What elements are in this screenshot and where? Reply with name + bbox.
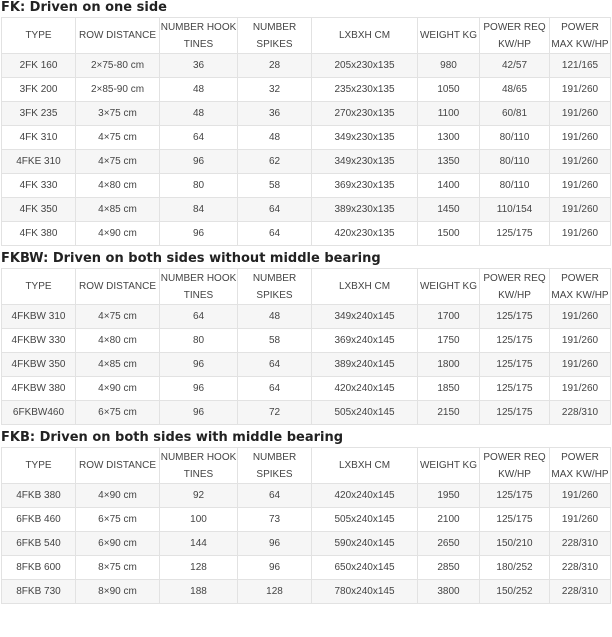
table-row	[2, 377, 611, 401]
cell-power-max: 121/165	[550, 54, 611, 78]
cell-power-req: 42/57	[480, 54, 550, 78]
section-title: FKB: Driven on both sides with middle bearing	[1, 430, 344, 445]
column-header-row-distance: ROW DISTANCE	[76, 269, 160, 305]
cell-power-req: 150/252	[480, 580, 550, 604]
table-header-row	[2, 269, 611, 305]
cell-row-distance: 8×90 cm	[76, 580, 160, 604]
column-header-power-max: POWER MAX KW/HP	[550, 18, 611, 54]
cell-power-max: 191/260	[550, 377, 611, 401]
table-row	[2, 484, 611, 508]
cell-row-distance: 4×90 cm	[76, 222, 160, 246]
cell-dimensions: 420x240x145	[312, 484, 418, 508]
cell-hook-tines: 48	[160, 102, 238, 126]
cell-power-max: 191/260	[550, 484, 611, 508]
cell-weight: 1100	[418, 102, 480, 126]
cell-spikes: 64	[238, 353, 312, 377]
cell-spikes: 32	[238, 78, 312, 102]
cell-power-max: 191/260	[550, 174, 611, 198]
cell-power-max: 191/260	[550, 508, 611, 532]
cell-type: 6FKB 460	[2, 508, 76, 532]
cell-row-distance: 4×75 cm	[76, 150, 160, 174]
cell-dimensions: 349x230x135	[312, 126, 418, 150]
cell-type: 4FKE 310	[2, 150, 76, 174]
table-row	[2, 532, 611, 556]
cell-spikes: 64	[238, 222, 312, 246]
cell-dimensions: 349x240x145	[312, 305, 418, 329]
table-row	[2, 556, 611, 580]
table-row	[2, 126, 611, 150]
column-header-dimensions: LXBXH CM	[312, 18, 418, 54]
cell-dimensions: 349x230x135	[312, 150, 418, 174]
cell-weight: 3800	[418, 580, 480, 604]
cell-power-req: 110/154	[480, 198, 550, 222]
cell-spikes: 48	[238, 305, 312, 329]
cell-dimensions: 780x240x145	[312, 580, 418, 604]
section-title: FKBW: Driven on both sides without middle bearing	[1, 251, 381, 266]
cell-dimensions: 650x240x145	[312, 556, 418, 580]
cell-spikes: 72	[238, 401, 312, 425]
cell-weight: 1350	[418, 150, 480, 174]
column-header-type: TYPE	[2, 269, 76, 305]
table-row	[2, 198, 611, 222]
cell-row-distance: 8×75 cm	[76, 556, 160, 580]
cell-spikes: 48	[238, 126, 312, 150]
cell-row-distance: 4×75 cm	[76, 305, 160, 329]
cell-hook-tines: 96	[160, 377, 238, 401]
cell-spikes: 58	[238, 329, 312, 353]
cell-power-req: 125/175	[480, 508, 550, 532]
column-header-row-distance: ROW DISTANCE	[76, 18, 160, 54]
table-row	[2, 508, 611, 532]
cell-type: 4FK 380	[2, 222, 76, 246]
cell-spikes: 64	[238, 377, 312, 401]
spec-section	[0, 430, 612, 604]
cell-power-req: 180/252	[480, 556, 550, 580]
spec-table	[1, 268, 611, 425]
cell-spikes: 28	[238, 54, 312, 78]
cell-power-req: 80/110	[480, 126, 550, 150]
cell-weight: 1850	[418, 377, 480, 401]
table-row	[2, 102, 611, 126]
cell-type: 8FKB 600	[2, 556, 76, 580]
cell-hook-tines: 36	[160, 54, 238, 78]
column-header-spikes: NUMBER SPIKES	[238, 448, 312, 484]
cell-weight: 1050	[418, 78, 480, 102]
cell-power-req: 80/110	[480, 150, 550, 174]
column-header-hook-tines: NUMBER HOOK TINES	[160, 269, 238, 305]
cell-weight: 1300	[418, 126, 480, 150]
cell-weight: 1400	[418, 174, 480, 198]
cell-type: 2FK 160	[2, 54, 76, 78]
spec-section	[0, 0, 612, 246]
table-header-row	[2, 448, 611, 484]
cell-hook-tines: 92	[160, 484, 238, 508]
table-row	[2, 78, 611, 102]
cell-power-max: 228/310	[550, 556, 611, 580]
cell-power-max: 228/310	[550, 532, 611, 556]
table-row	[2, 353, 611, 377]
cell-hook-tines: 80	[160, 174, 238, 198]
cell-hook-tines: 128	[160, 556, 238, 580]
column-header-weight: WEIGHT KG	[418, 448, 480, 484]
cell-type: 4FKBW 350	[2, 353, 76, 377]
cell-power-req: 125/175	[480, 329, 550, 353]
cell-hook-tines: 96	[160, 353, 238, 377]
cell-type: 4FK 350	[2, 198, 76, 222]
cell-power-max: 191/260	[550, 198, 611, 222]
cell-weight: 1450	[418, 198, 480, 222]
table-header-row	[2, 18, 611, 54]
table-row	[2, 329, 611, 353]
table-row	[2, 580, 611, 604]
cell-power-req: 80/110	[480, 174, 550, 198]
column-header-power-req: POWER REQ KW/HP	[480, 269, 550, 305]
column-header-type: TYPE	[2, 18, 76, 54]
cell-weight: 2150	[418, 401, 480, 425]
cell-dimensions: 270x230x135	[312, 102, 418, 126]
table-row	[2, 222, 611, 246]
cell-row-distance: 4×85 cm	[76, 198, 160, 222]
table-row	[2, 401, 611, 425]
column-header-power-req: POWER REQ KW/HP	[480, 448, 550, 484]
table-row	[2, 54, 611, 78]
cell-hook-tines: 80	[160, 329, 238, 353]
cell-power-max: 191/260	[550, 126, 611, 150]
column-header-weight: WEIGHT KG	[418, 18, 480, 54]
cell-power-req: 125/175	[480, 484, 550, 508]
cell-power-max: 191/260	[550, 305, 611, 329]
cell-row-distance: 4×90 cm	[76, 377, 160, 401]
cell-dimensions: 369x230x135	[312, 174, 418, 198]
cell-hook-tines: 96	[160, 150, 238, 174]
cell-spikes: 96	[238, 532, 312, 556]
cell-weight: 2100	[418, 508, 480, 532]
cell-power-req: 125/175	[480, 222, 550, 246]
cell-weight: 1750	[418, 329, 480, 353]
column-header-spikes: NUMBER SPIKES	[238, 269, 312, 305]
column-header-power-max: POWER MAX KW/HP	[550, 269, 611, 305]
cell-dimensions: 205x230x135	[312, 54, 418, 78]
cell-spikes: 64	[238, 484, 312, 508]
cell-power-req: 125/175	[480, 401, 550, 425]
cell-hook-tines: 96	[160, 222, 238, 246]
cell-dimensions: 420x230x135	[312, 222, 418, 246]
cell-hook-tines: 96	[160, 401, 238, 425]
column-header-spikes: NUMBER SPIKES	[238, 18, 312, 54]
cell-weight: 980	[418, 54, 480, 78]
spec-table	[1, 17, 611, 246]
cell-row-distance: 2×75-80 cm	[76, 54, 160, 78]
cell-power-req: 125/175	[480, 305, 550, 329]
cell-dimensions: 389x240x145	[312, 353, 418, 377]
cell-hook-tines: 84	[160, 198, 238, 222]
section-title: FK: Driven on one side	[1, 0, 167, 15]
cell-spikes: 96	[238, 556, 312, 580]
cell-power-req: 150/210	[480, 532, 550, 556]
cell-power-max: 191/260	[550, 329, 611, 353]
column-header-power-max: POWER MAX KW/HP	[550, 448, 611, 484]
cell-dimensions: 505x240x145	[312, 508, 418, 532]
cell-row-distance: 3×75 cm	[76, 102, 160, 126]
cell-spikes: 36	[238, 102, 312, 126]
cell-weight: 1700	[418, 305, 480, 329]
cell-weight: 1500	[418, 222, 480, 246]
cell-spikes: 62	[238, 150, 312, 174]
cell-power-req: 125/175	[480, 353, 550, 377]
cell-dimensions: 389x230x135	[312, 198, 418, 222]
cell-row-distance: 6×90 cm	[76, 532, 160, 556]
cell-type: 4FKBW 330	[2, 329, 76, 353]
table-row	[2, 150, 611, 174]
cell-power-req: 125/175	[480, 377, 550, 401]
cell-type: 4FKBW 310	[2, 305, 76, 329]
cell-hook-tines: 64	[160, 126, 238, 150]
cell-spikes: 73	[238, 508, 312, 532]
cell-spikes: 58	[238, 174, 312, 198]
cell-dimensions: 420x240x145	[312, 377, 418, 401]
cell-type: 4FKB 380	[2, 484, 76, 508]
cell-row-distance: 4×75 cm	[76, 126, 160, 150]
cell-power-max: 191/260	[550, 353, 611, 377]
cell-weight: 2650	[418, 532, 480, 556]
column-header-hook-tines: NUMBER HOOK TINES	[160, 18, 238, 54]
spec-table	[1, 447, 611, 604]
cell-weight: 2850	[418, 556, 480, 580]
cell-dimensions: 235x230x135	[312, 78, 418, 102]
table-row	[2, 305, 611, 329]
cell-row-distance: 6×75 cm	[76, 401, 160, 425]
cell-power-max: 191/260	[550, 102, 611, 126]
cell-type: 6FKBW460	[2, 401, 76, 425]
cell-power-max: 228/310	[550, 401, 611, 425]
cell-spikes: 128	[238, 580, 312, 604]
cell-power-max: 191/260	[550, 222, 611, 246]
cell-weight: 1800	[418, 353, 480, 377]
column-header-dimensions: LXBXH CM	[312, 269, 418, 305]
cell-type: 3FK 200	[2, 78, 76, 102]
cell-row-distance: 6×75 cm	[76, 508, 160, 532]
cell-row-distance: 4×85 cm	[76, 353, 160, 377]
cell-power-req: 60/81	[480, 102, 550, 126]
cell-power-max: 191/260	[550, 78, 611, 102]
table-row	[2, 174, 611, 198]
cell-weight: 1950	[418, 484, 480, 508]
cell-hook-tines: 64	[160, 305, 238, 329]
spec-section	[0, 251, 612, 425]
column-header-power-req: POWER REQ KW/HP	[480, 18, 550, 54]
cell-dimensions: 369x240x145	[312, 329, 418, 353]
cell-spikes: 64	[238, 198, 312, 222]
cell-type: 3FK 235	[2, 102, 76, 126]
cell-type: 4FKBW 380	[2, 377, 76, 401]
cell-hook-tines: 100	[160, 508, 238, 532]
cell-dimensions: 505x240x145	[312, 401, 418, 425]
cell-row-distance: 2×85-90 cm	[76, 78, 160, 102]
cell-power-max: 228/310	[550, 580, 611, 604]
column-header-type: TYPE	[2, 448, 76, 484]
cell-type: 4FK 330	[2, 174, 76, 198]
cell-row-distance: 4×90 cm	[76, 484, 160, 508]
cell-hook-tines: 144	[160, 532, 238, 556]
cell-hook-tines: 188	[160, 580, 238, 604]
cell-dimensions: 590x240x145	[312, 532, 418, 556]
cell-row-distance: 4×80 cm	[76, 174, 160, 198]
column-header-dimensions: LXBXH CM	[312, 448, 418, 484]
cell-hook-tines: 48	[160, 78, 238, 102]
column-header-row-distance: ROW DISTANCE	[76, 448, 160, 484]
cell-type: 6FKB 540	[2, 532, 76, 556]
cell-row-distance: 4×80 cm	[76, 329, 160, 353]
cell-power-req: 48/65	[480, 78, 550, 102]
cell-type: 4FK 310	[2, 126, 76, 150]
column-header-hook-tines: NUMBER HOOK TINES	[160, 448, 238, 484]
cell-power-max: 191/260	[550, 150, 611, 174]
cell-type: 8FKB 730	[2, 580, 76, 604]
column-header-weight: WEIGHT KG	[418, 269, 480, 305]
